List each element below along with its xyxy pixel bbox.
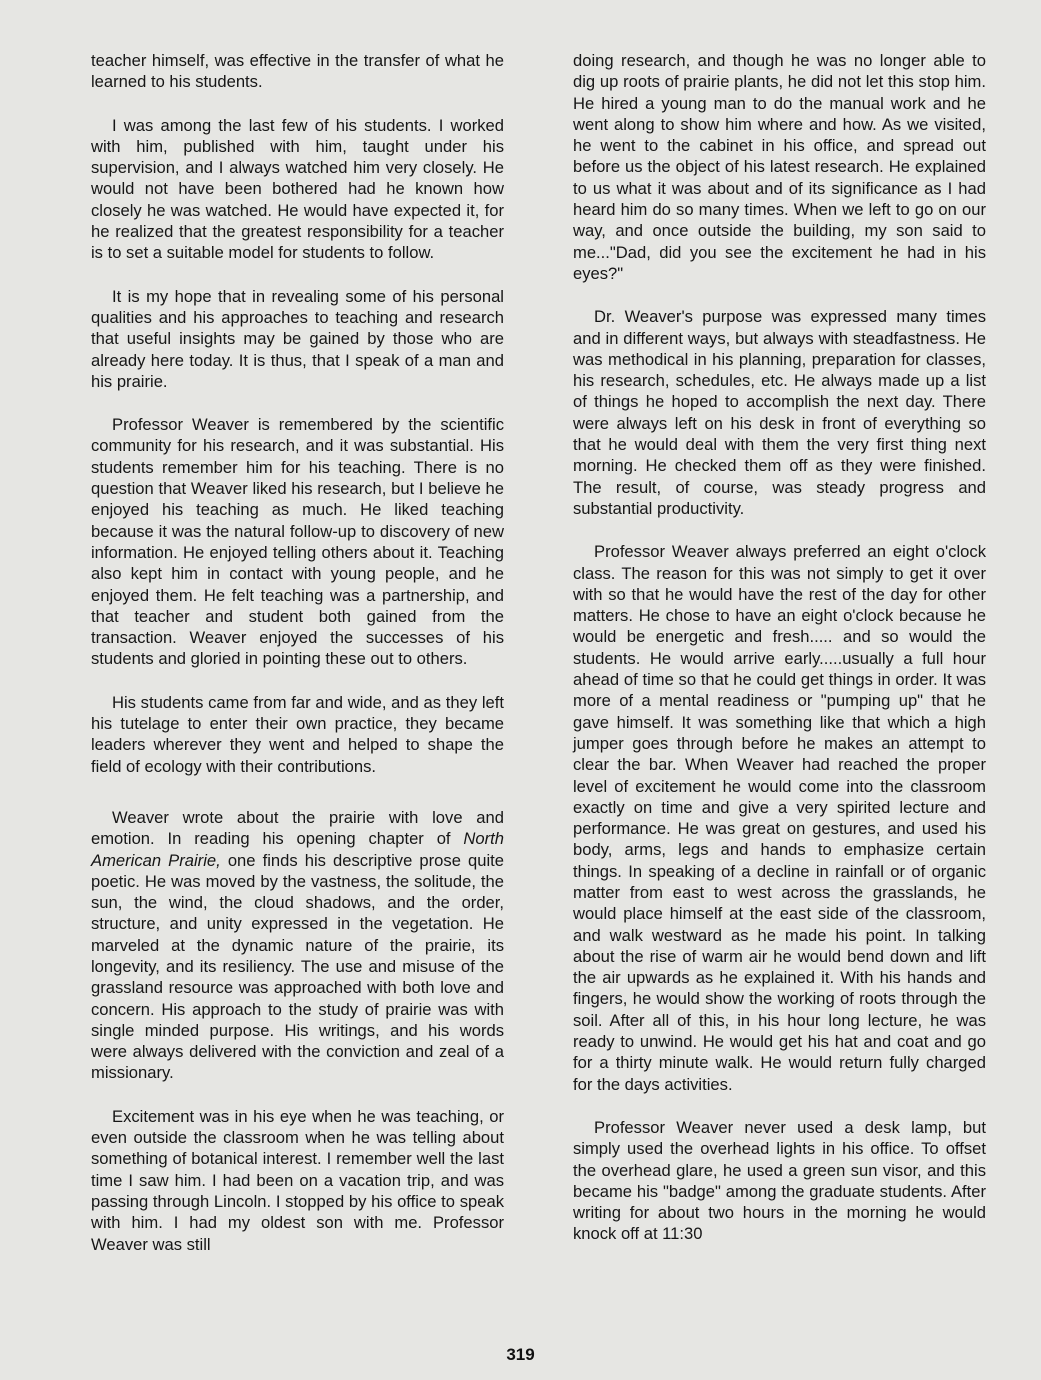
paragraph-text: Weaver wrote about the prairie with love and emotion. In reading his opening chapter of: [91, 807, 504, 849]
paragraph: Dr. Weaver's purpose was expressed many times and in different ways, but always with steadfastness. He was methodical in his planning, preparation for classes, his research, schedules, etc. He always made up a list of things he hoped to accomplish the next day. There were always left on his desk in front of everything so that he would deal with them the very first thing next morning. He checked them off as they were finished. The result, of course, was steady progress and substantial productivity.: [573, 307, 986, 518]
page-number: 319: [506, 1345, 535, 1364]
paragraph: doing research, and though he was no longer able to dig up roots of prairie plants, he did not let this stop him. He hired a young man to do the manual work and he went along to show him where and how. As we visited, he went to the cabinet in his office, and spread out before us the object of his latest research. He explained to us what it was about and of its significance as I had heard him do so many times. When we left to go on our way, and once outside the building, my son said to me..."Dad, did you see the excitement he had in his eyes?": [573, 51, 986, 283]
book-title: North American Prairie,: [91, 829, 504, 870]
paragraph: Professor Weaver never used a desk lamp, but simply used the overhead lights in his office. To offset the overhead glare, he used a green sun visor, and this became his "badge" among the graduate students. After writing for about two hours in the morning he would knock off at 11:30: [573, 1117, 986, 1244]
right-column: [573, 50, 986, 1267]
paragraph: It is my hope that in revealing some of his personal qualities and his approaches to teaching and research that useful insights may be gained by those who are already here today. It is thus, that I speak of a man and his prairie.: [91, 286, 504, 391]
paragraph: Excitement was in his eye when he was teaching, or even outside the classroom when he was telling about something of botanical interest. I remember well the last time I saw him. I had been on a vacation trip, and was passing through Lincoln. I stopped by his office to speak with him. I had my oldest son with me. Professor Weaver was still: [91, 1106, 504, 1254]
left-column: [91, 50, 504, 1277]
paragraph: teacher himself, was effective in the transfer of what he learned to his students.: [91, 51, 504, 92]
paragraph: Professor Weaver is remembered by the scientific community for his research, and it was substantial. His students remember him for his teaching. There is no question that Weaver liked his research, but I believe he enjoyed his teaching as much. He liked teaching because it was the natural follow-up to discovery of new information. He enjoyed telling others about it. Teaching also kept him in contact with young people, and he enjoyed them. He felt teaching was a partnership, and that teacher and student both gained from the transaction. Weaver enjoyed the successes of his students and gloried in pointing these out to others.: [91, 415, 504, 669]
paragraph: I was among the last few of his students. I worked with him, published with him, taught under his supervision, and I always watched him very closely. He would not have been bothered had he known how closely he was watched. He would have expected it, for he realized that the greatest responsibility for a teacher is to set a suitable model for students to follow.: [91, 115, 504, 263]
paragraph: Professor Weaver always preferred an eight o'clock class. The reason for this was not simply to get it over with so that he would have the rest of the day for other matters. He chose to have an eight o'clock because he would be energetic and fresh..... and so would the students. He would arrive early.....usually a full hour ahead of time so that he could get things in order. It was more of a mental readiness or "pumping up" that he gave himself. It was something like that which a high jumper goes through before he makes an attempt to clear the bar. When Weaver had reached the proper level of excitement he would come into the classroom exactly on time and give a very spirited lecture and performance. He was great on gestures, and used his body, arms, legs and hands to emphasize certain things. In speaking of a decline in rainfall or of organic matter from east to west across the grasslands, he would place himself at the east side of the classroom, and walk westward as he made his point. In talking about the rise of warm air he would bend down and lift the air upwards as he explained it. With his hands and fingers, he would show the working of roots through the soil. After all of this, in his hour long lecture, he was ready to unwind. He would get his hat and coat and go for a thirty minute walk. He would return fully charged for the days activities.: [573, 542, 986, 1094]
paragraph: [91, 807, 504, 1084]
paragraph: His students came from far and wide, and as they left his tutelage to enter their own practice, they became leaders wherever they went and helped to shape the field of ecology with their contributions.: [91, 692, 504, 776]
paragraph-text: one finds his descriptive prose quite poetic. He was moved by the vastness, the solitude, the sun, the wind, the cloud shadows, and the order, structure, and unity expressed in the vegetation. He marveled at the dynamic nature of the prairie, its longevity, and its resiliency. The use and misuse of the grassland resource was approached with both love and concern. His approach to the study of prairie was with single minded purpose. His writings, and his words were always delivered with the conviction and zeal of a missionary.: [91, 850, 504, 1083]
